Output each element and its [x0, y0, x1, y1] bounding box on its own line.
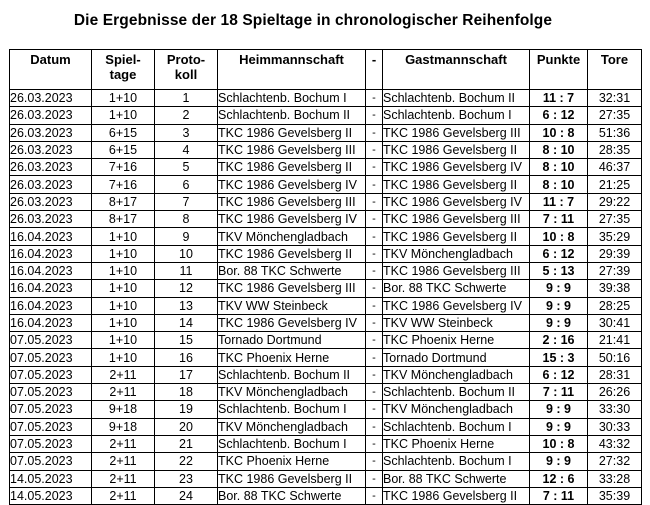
cell-tore: 50:16: [588, 349, 642, 366]
cell-heimmannschaft: TKC 1986 Gevelsberg III: [218, 141, 366, 158]
cell-dash: -: [366, 176, 383, 193]
cell-dash: -: [366, 211, 383, 228]
cell-datum: 26.03.2023: [10, 176, 92, 193]
cell-punkte: 10 : 8: [530, 435, 588, 452]
cell-datum: 26.03.2023: [10, 90, 92, 107]
page-title-text: Die Ergebnisse der 18 Spieltage in chronologischer Reihenfolge: [73, 12, 553, 29]
cell-protokoll: 8: [155, 211, 218, 228]
table-body: [10, 90, 642, 505]
cell-datum: 07.05.2023: [10, 453, 92, 470]
cell-tore: 28:31: [588, 366, 642, 383]
cell-datum: 16.04.2023: [10, 314, 92, 331]
cell-spieltage: 6+15: [92, 124, 155, 141]
header-datum: Datum: [10, 50, 92, 90]
cell-spieltage: 1+10: [92, 349, 155, 366]
header-heimmannschaft: Heimmannschaft: [218, 50, 366, 90]
cell-gastmannschaft: Tornado Dortmund: [383, 349, 530, 366]
cell-protokoll: 10: [155, 245, 218, 262]
cell-tore: 28:35: [588, 141, 642, 158]
cell-spieltage: 1+10: [92, 280, 155, 297]
cell-protokoll: 12: [155, 280, 218, 297]
cell-protokoll: 14: [155, 314, 218, 331]
table-row: [10, 245, 642, 262]
cell-gastmannschaft: TKV WW Steinbeck: [383, 314, 530, 331]
cell-dash: -: [366, 193, 383, 210]
cell-heimmannschaft: TKC Phoenix Herne: [218, 349, 366, 366]
cell-datum: 16.04.2023: [10, 280, 92, 297]
cell-spieltage: 2+11: [92, 384, 155, 401]
cell-dash: -: [366, 107, 383, 124]
cell-heimmannschaft: Tornado Dortmund: [218, 332, 366, 349]
cell-heimmannschaft: TKC 1986 Gevelsberg III: [218, 193, 366, 210]
cell-tore: 29:39: [588, 245, 642, 262]
cell-tore: 39:38: [588, 280, 642, 297]
cell-dash: -: [366, 124, 383, 141]
page-title: [0, 12, 650, 30]
cell-gastmannschaft: TKC 1986 Gevelsberg IV: [383, 193, 530, 210]
cell-tore: 21:25: [588, 176, 642, 193]
cell-heimmannschaft: TKC 1986 Gevelsberg III: [218, 280, 366, 297]
cell-spieltage: 2+11: [92, 487, 155, 504]
cell-spieltage: 7+16: [92, 159, 155, 176]
header-tore: Tore: [588, 50, 642, 90]
cell-heimmannschaft: Schlachtenb. Bochum I: [218, 90, 366, 107]
cell-punkte: 9 : 9: [530, 297, 588, 314]
cell-heimmannschaft: TKC 1986 Gevelsberg IV: [218, 176, 366, 193]
cell-datum: 07.05.2023: [10, 418, 92, 435]
table-row: [10, 332, 642, 349]
cell-heimmannschaft: TKC 1986 Gevelsberg II: [218, 245, 366, 262]
cell-protokoll: 19: [155, 401, 218, 418]
cell-gastmannschaft: Schlachtenb. Bochum I: [383, 418, 530, 435]
cell-datum: 16.04.2023: [10, 262, 92, 279]
cell-datum: 07.05.2023: [10, 366, 92, 383]
cell-tore: 21:41: [588, 332, 642, 349]
cell-datum: 07.05.2023: [10, 401, 92, 418]
header-dash: -: [366, 50, 383, 90]
cell-protokoll: 15: [155, 332, 218, 349]
cell-protokoll: 4: [155, 141, 218, 158]
cell-punkte: 9 : 9: [530, 453, 588, 470]
cell-tore: 27:32: [588, 453, 642, 470]
cell-spieltage: 1+10: [92, 262, 155, 279]
cell-dash: -: [366, 384, 383, 401]
cell-gastmannschaft: TKC 1986 Gevelsberg III: [383, 211, 530, 228]
table-row: [10, 228, 642, 245]
table-row: [10, 349, 642, 366]
cell-dash: -: [366, 314, 383, 331]
table-row: [10, 401, 642, 418]
cell-punkte: 10 : 8: [530, 124, 588, 141]
cell-protokoll: 22: [155, 453, 218, 470]
table-row: [10, 314, 642, 331]
cell-spieltage: 1+10: [92, 228, 155, 245]
header-spieltage: [92, 50, 155, 90]
cell-heimmannschaft: Bor. 88 TKC Schwerte: [218, 262, 366, 279]
cell-tore: 30:41: [588, 314, 642, 331]
cell-punkte: 6 : 12: [530, 107, 588, 124]
cell-protokoll: 18: [155, 384, 218, 401]
table-row: [10, 107, 642, 124]
cell-dash: -: [366, 349, 383, 366]
cell-dash: -: [366, 141, 383, 158]
table-row: [10, 453, 642, 470]
table-row: [10, 384, 642, 401]
cell-heimmannschaft: TKC 1986 Gevelsberg II: [218, 470, 366, 487]
cell-heimmannschaft: TKC 1986 Gevelsberg IV: [218, 314, 366, 331]
cell-gastmannschaft: TKC 1986 Gevelsberg III: [383, 262, 530, 279]
cell-heimmannschaft: Bor. 88 TKC Schwerte: [218, 487, 366, 504]
cell-datum: 26.03.2023: [10, 211, 92, 228]
cell-tore: 27:39: [588, 262, 642, 279]
table-row: [10, 176, 642, 193]
cell-spieltage: 1+10: [92, 245, 155, 262]
cell-punkte: 2 : 16: [530, 332, 588, 349]
cell-gastmannschaft: Bor. 88 TKC Schwerte: [383, 470, 530, 487]
cell-gastmannschaft: TKV Mönchengladbach: [383, 245, 530, 262]
cell-protokoll: 7: [155, 193, 218, 210]
cell-punkte: 7 : 11: [530, 384, 588, 401]
cell-punkte: 9 : 9: [530, 418, 588, 435]
cell-protokoll: 11: [155, 262, 218, 279]
cell-dash: -: [366, 453, 383, 470]
cell-protokoll: 17: [155, 366, 218, 383]
cell-punkte: 11 : 7: [530, 90, 588, 107]
cell-tore: 35:29: [588, 228, 642, 245]
table-row: [10, 262, 642, 279]
table-row: [10, 297, 642, 314]
cell-punkte: 8 : 10: [530, 176, 588, 193]
cell-dash: -: [366, 90, 383, 107]
cell-protokoll: 21: [155, 435, 218, 452]
header-protokoll-line2: koll: [174, 67, 198, 82]
table-row: [10, 141, 642, 158]
cell-protokoll: 3: [155, 124, 218, 141]
cell-spieltage: 1+10: [92, 314, 155, 331]
cell-dash: -: [366, 418, 383, 435]
cell-dash: -: [366, 262, 383, 279]
cell-dash: -: [366, 280, 383, 297]
cell-spieltage: 7+16: [92, 176, 155, 193]
cell-gastmannschaft: Schlachtenb. Bochum II: [383, 384, 530, 401]
cell-tore: 46:37: [588, 159, 642, 176]
cell-punkte: 8 : 10: [530, 159, 588, 176]
header-punkte: Punkte: [530, 50, 588, 90]
cell-spieltage: 8+17: [92, 193, 155, 210]
cell-dash: -: [366, 159, 383, 176]
table-row: [10, 366, 642, 383]
cell-tore: 28:25: [588, 297, 642, 314]
cell-punkte: 15 : 3: [530, 349, 588, 366]
cell-datum: 07.05.2023: [10, 332, 92, 349]
cell-heimmannschaft: Schlachtenb. Bochum II: [218, 366, 366, 383]
cell-dash: -: [366, 401, 383, 418]
cell-tore: 33:30: [588, 401, 642, 418]
cell-datum: 07.05.2023: [10, 349, 92, 366]
table-header: [10, 50, 642, 90]
cell-datum: 16.04.2023: [10, 228, 92, 245]
cell-punkte: 5 : 13: [530, 262, 588, 279]
cell-gastmannschaft: TKC Phoenix Herne: [383, 435, 530, 452]
cell-punkte: 12 : 6: [530, 470, 588, 487]
cell-heimmannschaft: TKC 1986 Gevelsberg II: [218, 124, 366, 141]
cell-spieltage: 9+18: [92, 401, 155, 418]
cell-datum: 26.03.2023: [10, 193, 92, 210]
cell-gastmannschaft: TKC 1986 Gevelsberg IV: [383, 159, 530, 176]
cell-punkte: 9 : 9: [530, 401, 588, 418]
header-spieltage-line1: Spiel-: [105, 52, 141, 67]
cell-dash: -: [366, 228, 383, 245]
cell-tore: 26:26: [588, 384, 642, 401]
cell-punkte: 6 : 12: [530, 366, 588, 383]
cell-punkte: 11 : 7: [530, 193, 588, 210]
results-table: [9, 49, 642, 505]
cell-gastmannschaft: TKV Mönchengladbach: [383, 401, 530, 418]
cell-punkte: 6 : 12: [530, 245, 588, 262]
cell-datum: 14.05.2023: [10, 487, 92, 504]
cell-spieltage: 8+17: [92, 211, 155, 228]
table-row: [10, 211, 642, 228]
cell-tore: 30:33: [588, 418, 642, 435]
cell-spieltage: 1+10: [92, 90, 155, 107]
cell-gastmannschaft: TKC 1986 Gevelsberg II: [383, 176, 530, 193]
header-protokoll-line1: Proto-: [166, 52, 206, 67]
cell-tore: 29:22: [588, 193, 642, 210]
table-row: [10, 280, 642, 297]
header-spieltage-line2: tage: [109, 67, 137, 82]
cell-datum: 16.04.2023: [10, 245, 92, 262]
cell-protokoll: 23: [155, 470, 218, 487]
cell-datum: 26.03.2023: [10, 141, 92, 158]
table-row: [10, 470, 642, 487]
cell-protokoll: 13: [155, 297, 218, 314]
cell-spieltage: 9+18: [92, 418, 155, 435]
cell-tore: 35:39: [588, 487, 642, 504]
cell-tore: 33:28: [588, 470, 642, 487]
cell-heimmannschaft: TKC 1986 Gevelsberg IV: [218, 211, 366, 228]
cell-spieltage: 2+11: [92, 366, 155, 383]
header-protokoll: [155, 50, 218, 90]
cell-punkte: 7 : 11: [530, 487, 588, 504]
cell-datum: 26.03.2023: [10, 107, 92, 124]
table-row: [10, 193, 642, 210]
cell-spieltage: 1+10: [92, 107, 155, 124]
cell-heimmannschaft: TKC Phoenix Herne: [218, 453, 366, 470]
cell-spieltage: 6+15: [92, 141, 155, 158]
cell-dash: -: [366, 332, 383, 349]
cell-gastmannschaft: Schlachtenb. Bochum I: [383, 107, 530, 124]
cell-protokoll: 20: [155, 418, 218, 435]
cell-gastmannschaft: TKC 1986 Gevelsberg II: [383, 228, 530, 245]
cell-gastmannschaft: Schlachtenb. Bochum II: [383, 90, 530, 107]
cell-gastmannschaft: TKC 1986 Gevelsberg III: [383, 124, 530, 141]
cell-dash: -: [366, 470, 383, 487]
cell-gastmannschaft: TKV Mönchengladbach: [383, 366, 530, 383]
table-row: [10, 90, 642, 107]
cell-heimmannschaft: TKV WW Steinbeck: [218, 297, 366, 314]
cell-protokoll: 24: [155, 487, 218, 504]
cell-dash: -: [366, 487, 383, 504]
cell-gastmannschaft: TKC 1986 Gevelsberg II: [383, 141, 530, 158]
cell-protokoll: 1: [155, 90, 218, 107]
cell-heimmannschaft: Schlachtenb. Bochum I: [218, 435, 366, 452]
cell-dash: -: [366, 245, 383, 262]
cell-heimmannschaft: Schlachtenb. Bochum I: [218, 401, 366, 418]
cell-spieltage: 1+10: [92, 297, 155, 314]
cell-protokoll: 9: [155, 228, 218, 245]
cell-datum: 16.04.2023: [10, 297, 92, 314]
cell-spieltage: 2+11: [92, 470, 155, 487]
table-row: [10, 159, 642, 176]
cell-datum: 07.05.2023: [10, 435, 92, 452]
cell-gastmannschaft: Bor. 88 TKC Schwerte: [383, 280, 530, 297]
cell-tore: 27:35: [588, 107, 642, 124]
cell-protokoll: 2: [155, 107, 218, 124]
cell-dash: -: [366, 297, 383, 314]
cell-punkte: 9 : 9: [530, 314, 588, 331]
cell-dash: -: [366, 435, 383, 452]
cell-heimmannschaft: TKV Mönchengladbach: [218, 418, 366, 435]
cell-tore: 27:35: [588, 211, 642, 228]
cell-datum: 07.05.2023: [10, 384, 92, 401]
cell-punkte: 7 : 11: [530, 211, 588, 228]
cell-spieltage: 2+11: [92, 453, 155, 470]
cell-spieltage: 1+10: [92, 332, 155, 349]
cell-punkte: 9 : 9: [530, 280, 588, 297]
cell-heimmannschaft: TKV Mönchengladbach: [218, 384, 366, 401]
table-row: [10, 435, 642, 452]
cell-heimmannschaft: Schlachtenb. Bochum II: [218, 107, 366, 124]
cell-datum: 26.03.2023: [10, 124, 92, 141]
cell-gastmannschaft: TKC Phoenix Herne: [383, 332, 530, 349]
cell-gastmannschaft: TKC 1986 Gevelsberg IV: [383, 297, 530, 314]
cell-datum: 14.05.2023: [10, 470, 92, 487]
table-row: [10, 418, 642, 435]
cell-protokoll: 16: [155, 349, 218, 366]
cell-spieltage: 2+11: [92, 435, 155, 452]
table-row: [10, 124, 642, 141]
cell-gastmannschaft: TKC 1986 Gevelsberg II: [383, 487, 530, 504]
cell-heimmannschaft: TKC 1986 Gevelsberg II: [218, 159, 366, 176]
cell-tore: 43:32: [588, 435, 642, 452]
cell-datum: 26.03.2023: [10, 159, 92, 176]
cell-dash: -: [366, 366, 383, 383]
cell-punkte: 10 : 8: [530, 228, 588, 245]
cell-heimmannschaft: TKV Mönchengladbach: [218, 228, 366, 245]
cell-tore: 51:36: [588, 124, 642, 141]
table-row: [10, 487, 642, 504]
cell-tore: 32:31: [588, 90, 642, 107]
cell-gastmannschaft: Schlachtenb. Bochum I: [383, 453, 530, 470]
cell-protokoll: 6: [155, 176, 218, 193]
header-gastmannschaft: Gastmannschaft: [383, 50, 530, 90]
cell-punkte: 8 : 10: [530, 141, 588, 158]
cell-protokoll: 5: [155, 159, 218, 176]
header-row: [10, 50, 642, 90]
